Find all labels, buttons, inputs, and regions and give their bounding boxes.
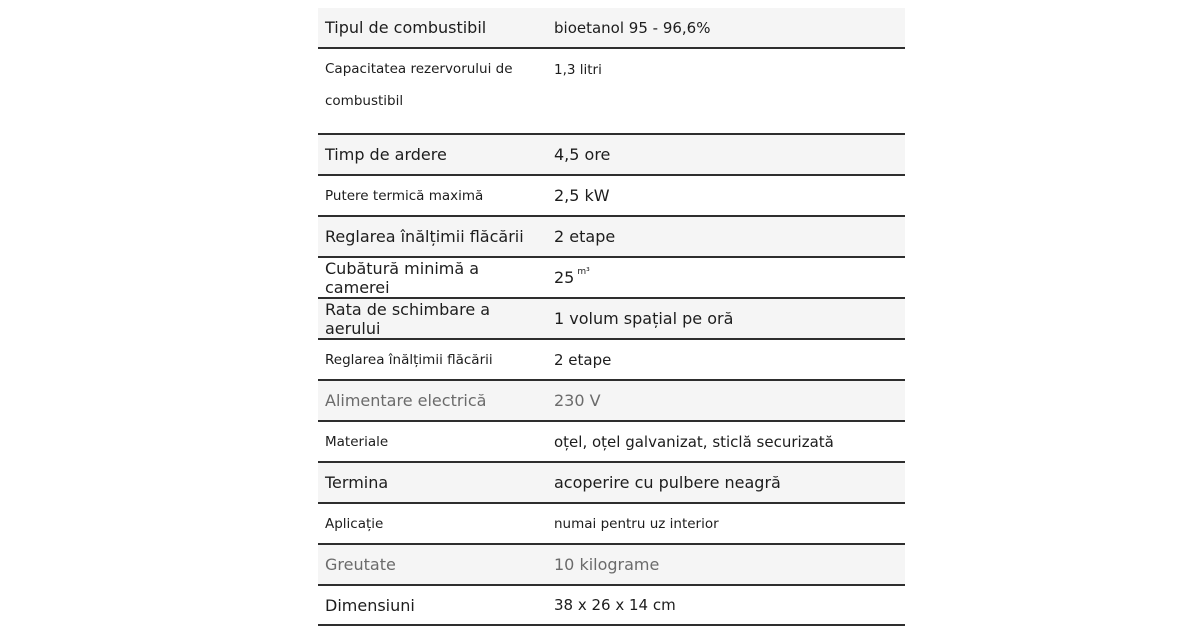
spec-value: 1 volum spațial pe oră	[547, 298, 905, 339]
spec-value-number: 25	[554, 268, 575, 287]
spec-label: Putere termică maximă	[318, 175, 547, 216]
spec-value: 2 etape	[547, 339, 905, 380]
spec-label: Dimensiuni	[318, 585, 547, 625]
spec-label: Cubătură minimă a camerei	[318, 257, 547, 298]
table-row	[318, 503, 905, 544]
table-row	[318, 8, 905, 48]
table-row	[318, 585, 905, 625]
table-row	[318, 134, 905, 175]
spec-label: Greutate	[318, 544, 547, 585]
spec-label: Rata de schimbare a aerului	[318, 298, 547, 339]
spec-value: acoperire cu pulbere neagră	[547, 462, 905, 503]
table-row	[318, 298, 905, 339]
spec-label: Timp de ardere	[318, 134, 547, 175]
table-row	[318, 257, 905, 298]
spec-label: Aplicație	[318, 503, 547, 544]
spec-value: 4,5 ore	[547, 134, 905, 175]
spec-label: Materiale	[318, 421, 547, 462]
table-row	[318, 462, 905, 503]
spec-value: 2 etape	[547, 216, 905, 257]
table-row	[318, 421, 905, 462]
spec-value	[547, 257, 905, 298]
spec-label: Reglarea înălțimii flăcării	[318, 339, 547, 380]
spec-value: 10 kilograme	[547, 544, 905, 585]
spec-value: oțel, oțel galvanizat, sticlă securizată	[547, 421, 905, 462]
spec-value: 38 x 26 x 14 cm	[547, 585, 905, 625]
spec-label: Termina	[318, 462, 547, 503]
spec-label: Alimentare electrică	[318, 380, 547, 421]
table-row	[318, 216, 905, 257]
spec-label: Tipul de combustibil	[318, 8, 547, 48]
spec-value: bioetanol 95 - 96,6%	[547, 8, 905, 48]
specifications-table	[318, 8, 905, 626]
spec-label: Reglarea înălțimii flăcării	[318, 216, 547, 257]
spec-value: 2,5 kW	[547, 175, 905, 216]
table-row	[318, 544, 905, 585]
table-row	[318, 339, 905, 380]
spec-value: 230 V	[547, 380, 905, 421]
table-row	[318, 380, 905, 421]
spec-value: 1,3 litri	[547, 48, 905, 134]
spec-label: Capacitatea rezervorului de combustibil	[318, 48, 547, 134]
table-row	[318, 48, 905, 134]
table-row	[318, 175, 905, 216]
spec-value-unit: m³	[577, 266, 590, 277]
spec-value: numai pentru uz interior	[547, 503, 905, 544]
